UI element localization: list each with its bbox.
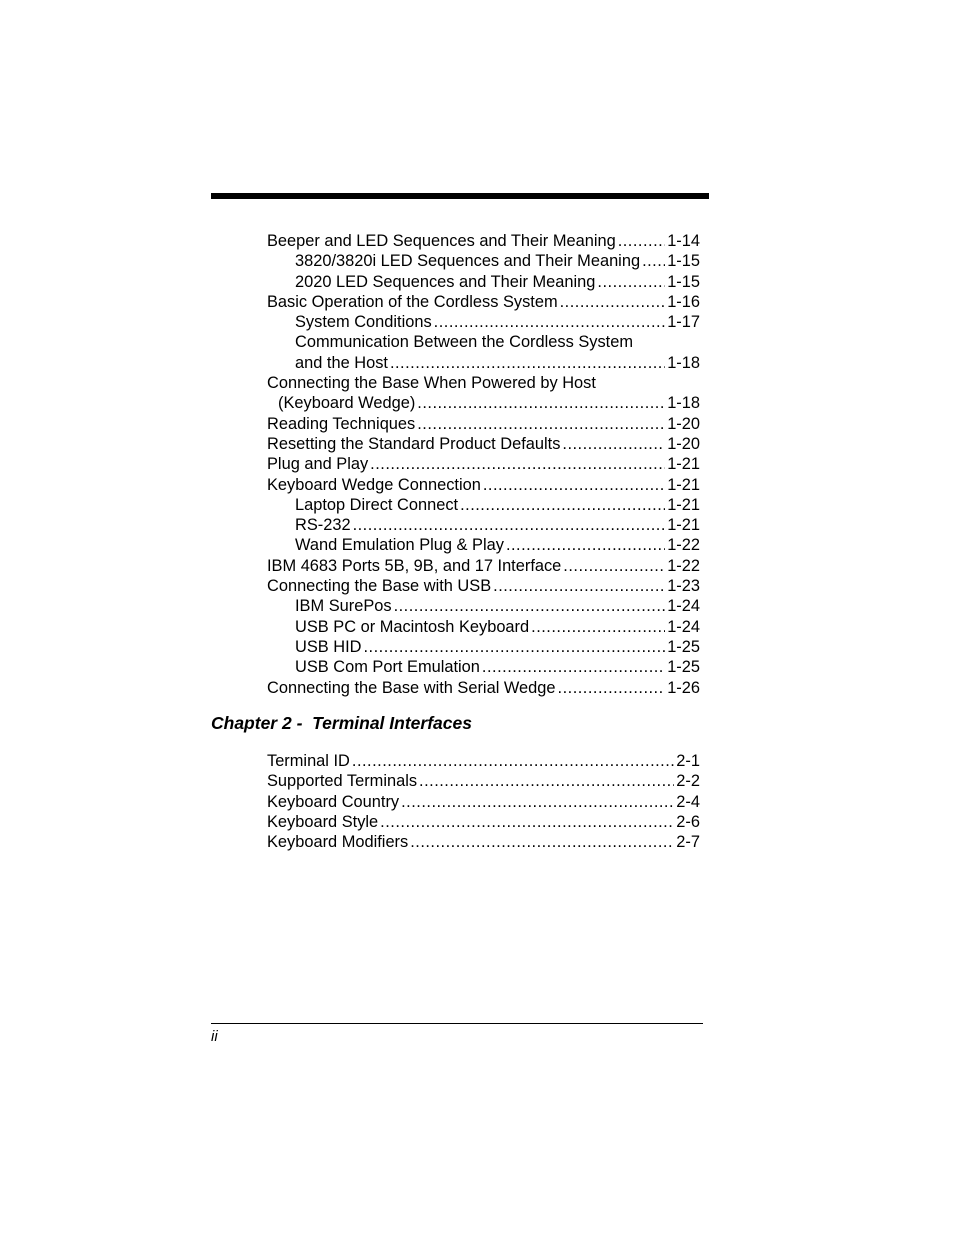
dot-leader: [642, 251, 665, 271]
dot-leader: [558, 678, 666, 698]
toc-entry[interactable]: [211, 771, 700, 791]
dot-leader: [410, 832, 674, 852]
toc-entry[interactable]: [211, 272, 700, 292]
toc-entry[interactable]: [211, 251, 700, 271]
dot-leader: [353, 515, 666, 535]
toc-entry-title: Terminal ID: [267, 752, 350, 770]
toc-entry-title: Supported Terminals: [267, 772, 418, 791]
toc-entry-page: 1-24: [667, 597, 700, 616]
toc-entry-page: 1-15: [667, 272, 700, 291]
dot-leader: [618, 231, 665, 251]
toc-list-chapter2: [211, 751, 700, 852]
toc-entry-title: Keyboard Modifiers: [267, 833, 409, 852]
chapter-heading: Chapter 2 - Terminal Interfaces: [211, 713, 472, 733]
toc-entry-title: (Keyboard Wedge): [278, 394, 416, 413]
dot-leader: [460, 495, 665, 515]
toc-entry-page: 1-21: [667, 475, 700, 494]
toc-entry[interactable]: [211, 373, 700, 393]
toc-entry-page: 1-20: [667, 434, 700, 453]
dot-leader: [493, 576, 665, 596]
dot-leader: [363, 637, 665, 657]
toc-entry-title: Connecting the Base When Powered by Host: [267, 374, 596, 393]
toc-entry-title: Laptop Direct Connect: [295, 495, 459, 514]
dot-leader: [560, 292, 666, 312]
footer-rule: [211, 1023, 703, 1024]
toc-entry-title: Resetting the Standard Product Defaults: [267, 434, 561, 453]
dot-leader: [390, 353, 665, 373]
toc-entry-title: USB HID: [295, 637, 362, 656]
dot-leader: [417, 393, 665, 413]
toc-entry-page: 1-22: [667, 556, 700, 575]
toc-entry-title: and the Host: [295, 353, 388, 372]
toc-entry[interactable]: [211, 637, 700, 657]
toc-list-chapter1: [211, 231, 700, 698]
toc-entry-title: USB PC or Macintosh Keyboard: [295, 617, 530, 636]
toc-entry-page: 1-18: [667, 353, 700, 372]
toc-entry-page: 1-18: [667, 394, 700, 413]
toc-entry-title: Beeper and LED Sequences and Their Meaning: [267, 232, 616, 250]
toc-entry-page: 1-21: [667, 516, 700, 535]
toc-entry-title: RS-232: [295, 516, 351, 535]
toc-entry[interactable]: [211, 292, 700, 312]
dot-leader: [562, 434, 665, 454]
dot-leader: [563, 556, 665, 576]
toc-entry-page: 2-2: [676, 772, 700, 791]
toc-entry[interactable]: [211, 812, 700, 832]
toc-entry[interactable]: [211, 353, 700, 373]
toc-entry-title: Wand Emulation Plug & Play: [295, 536, 504, 555]
toc-entry[interactable]: [211, 832, 700, 852]
toc-entry-title: Communication Between the Cordless System: [295, 333, 633, 352]
toc-entry-page: 1-26: [667, 678, 700, 697]
toc-entry[interactable]: [211, 792, 700, 812]
toc-entry[interactable]: [211, 617, 700, 637]
page-number: ii: [211, 1028, 218, 1045]
toc-entry-title: Connecting the Base with Serial Wedge: [267, 678, 556, 697]
dot-leader: [531, 617, 665, 637]
dot-leader: [394, 596, 666, 616]
dot-leader: [417, 414, 665, 434]
toc-entry[interactable]: [211, 414, 700, 434]
toc-entry-page: 1-17: [667, 313, 700, 332]
toc-entry-title: IBM 4683 Ports 5B, 9B, and 17 Interface: [267, 556, 562, 575]
toc-entry-page: 1-24: [667, 617, 700, 636]
toc-entry-title: Connecting the Base with USB: [267, 577, 492, 596]
dot-leader: [482, 657, 665, 677]
toc-entry[interactable]: [211, 231, 700, 251]
toc-entry[interactable]: [211, 475, 700, 495]
toc-entry-page: 1-15: [667, 252, 700, 271]
toc-entry-page: 1-22: [667, 536, 700, 555]
toc-entry-page: 1-25: [667, 658, 700, 677]
toc-entry-page: 1-16: [667, 292, 700, 311]
toc-entry[interactable]: [211, 495, 700, 515]
dot-leader: [483, 475, 665, 495]
toc-entry[interactable]: [211, 312, 700, 332]
toc-entry-page: 1-14: [667, 232, 700, 250]
dot-leader: [506, 535, 665, 555]
toc-entry-page: 2-6: [676, 812, 700, 831]
toc-entry[interactable]: [211, 393, 700, 413]
top-rule: [211, 193, 709, 199]
toc-entry-title: Plug and Play: [267, 455, 369, 474]
toc-entry-page: 2-1: [676, 752, 700, 770]
toc-entry-title: Keyboard Country: [267, 792, 400, 811]
dot-leader: [597, 272, 665, 292]
toc-entry-page: 2-7: [676, 833, 700, 852]
toc-entry[interactable]: [211, 535, 700, 555]
toc-entry[interactable]: [211, 596, 700, 616]
toc-entry-page: 1-21: [667, 495, 700, 514]
toc-entry[interactable]: [211, 332, 700, 352]
toc-entry-page: 1-23: [667, 577, 700, 596]
toc-entry-title: IBM SurePos: [295, 597, 392, 616]
toc-entry-page: 1-20: [667, 414, 700, 433]
toc-entry-title: System Conditions: [295, 313, 432, 332]
toc-entry[interactable]: [211, 434, 700, 454]
dot-leader: [419, 771, 674, 791]
dot-leader: [401, 792, 674, 812]
dot-leader: [434, 312, 666, 332]
toc-entry-page: 2-4: [676, 792, 700, 811]
toc-entry-title: Keyboard Style: [267, 812, 379, 831]
toc-entry[interactable]: [211, 515, 700, 535]
toc-entry-title: Basic Operation of the Cordless System: [267, 292, 558, 311]
dot-leader: [370, 454, 665, 474]
toc-entry-page: 1-25: [667, 637, 700, 656]
toc-entry-title: Reading Techniques: [267, 414, 416, 433]
dot-leader: [352, 751, 674, 771]
toc-entry[interactable]: [211, 556, 700, 576]
toc-entry-title: 3820/3820i LED Sequences and Their Meaning: [295, 252, 641, 271]
toc-entry[interactable]: [211, 751, 700, 771]
dot-leader: [380, 812, 674, 832]
toc-entry-title: Keyboard Wedge Connection: [267, 475, 481, 494]
toc-entry[interactable]: [211, 678, 700, 698]
toc-entry-title: USB Com Port Emulation: [295, 658, 480, 677]
toc-entry-page: 1-21: [667, 455, 700, 474]
toc-entry[interactable]: [211, 454, 700, 474]
toc-entry[interactable]: [211, 576, 700, 596]
toc-entry[interactable]: [211, 657, 700, 677]
toc-entry-title: 2020 LED Sequences and Their Meaning: [295, 272, 596, 291]
